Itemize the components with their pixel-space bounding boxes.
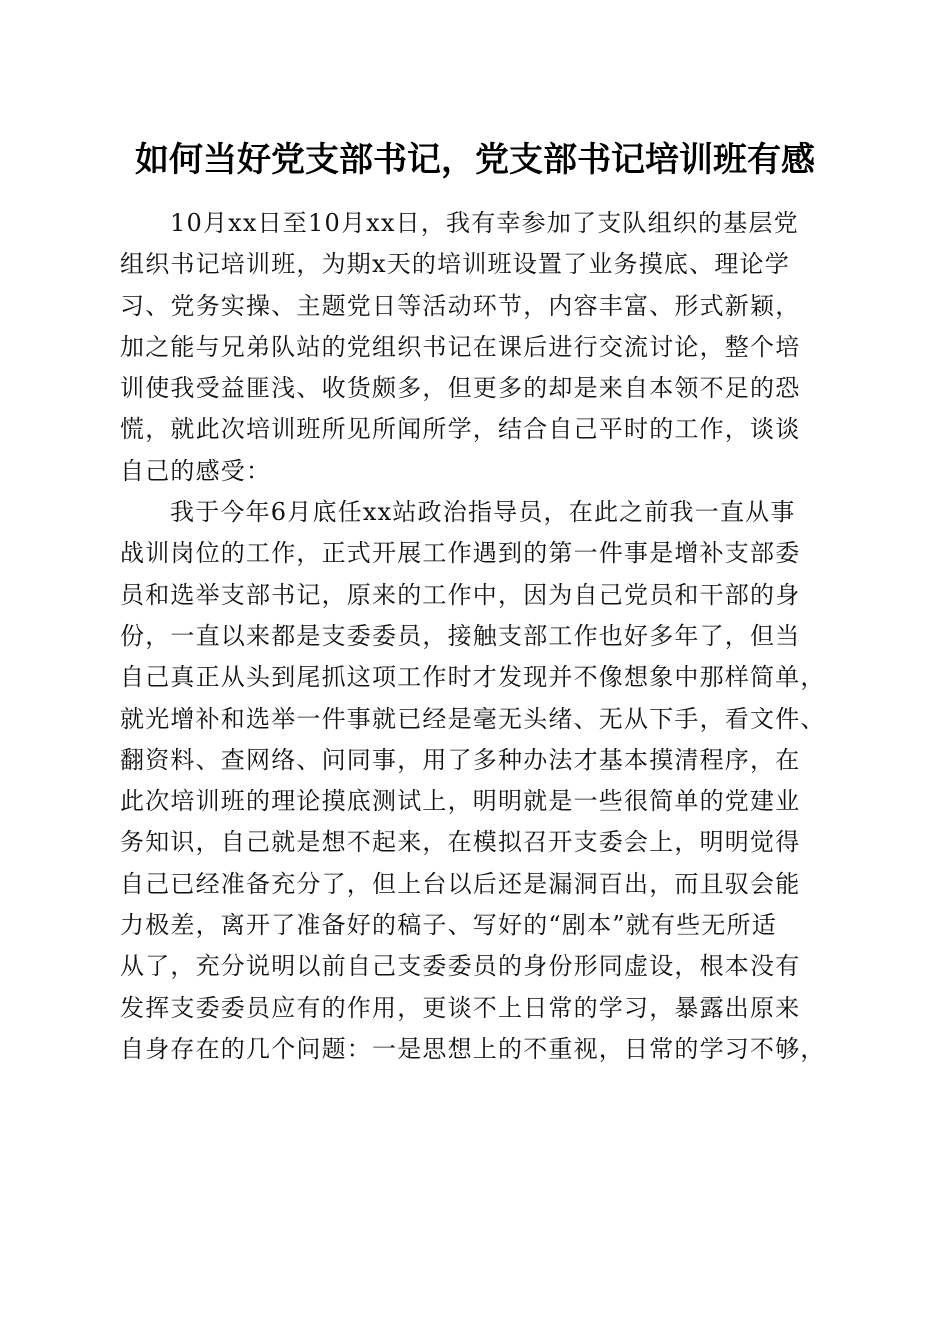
text-line: 从了，充分说明以前自己支委委员的身份形同虚设，根本没有 bbox=[120, 952, 801, 981]
paragraph-2 bbox=[120, 492, 840, 1070]
text-line: 员和选举支部书记，原来的工作中，因为自己党员和干部的身 bbox=[120, 580, 801, 609]
text-line: 战训岗位的工作，正式开展工作遇到的第一件事是增补支部委 bbox=[120, 539, 801, 568]
paragraph-1 bbox=[120, 203, 840, 492]
text-line: 我于今年6月底任xx站政治指导员，在此之前我一直从事 bbox=[170, 498, 796, 527]
text-line: 自己的感受： bbox=[120, 456, 272, 485]
text-line: 加之能与兄弟队站的党组织书记在课后进行交流讨论，整个培 bbox=[120, 332, 801, 361]
text-line: 10月xx日至10月xx日，我有幸参加了支队组织的基层党 bbox=[170, 209, 799, 237]
text-line: 自己真正从头到尾抓这项工作时才发现并不像想象中那样简单， bbox=[120, 663, 826, 692]
text-line: 习、党务实操、主题党日等活动环节，内容丰富、形式新颖， bbox=[120, 291, 801, 320]
text-line: 自身存在的几个问题：一是思想上的不重视，日常的学习不够， bbox=[120, 1034, 826, 1063]
text-line: 务知识，自己就是想不起来，在模拟召开支委会上，明明觉得 bbox=[120, 828, 801, 857]
text-line: 力极差，离开了准备好的稿子、写好的“剧本”就有些无所适 bbox=[120, 911, 777, 940]
text-line: 就光增补和选举一件事就已经是毫无头绪、无从下手，看文件、 bbox=[120, 704, 826, 733]
text-line: 自己已经准备充分了，但上台以后还是漏洞百出，而且驭会能 bbox=[120, 869, 801, 898]
text-line: 训使我受益匪浅、收货颇多，但更多的却是来自本领不足的恐 bbox=[120, 374, 801, 403]
document-body bbox=[120, 203, 840, 1070]
text-line: 组织书记培训班，为期x天的培训班设置了业务摸底、理论学 bbox=[120, 250, 790, 279]
text-line: 此次培训班的理论摸底测试上，明明就是一些很简单的党建业 bbox=[120, 787, 801, 816]
document-title: 如何当好党支部书记，党支部书记培训班有感 bbox=[135, 140, 815, 180]
text-line: 发挥支委委员应有的作用，更谈不上日常的学习，暴露出原来 bbox=[120, 993, 801, 1022]
text-line: 慌，就此次培训班所见所闻所学，结合自己平时的工作，谈谈 bbox=[120, 415, 801, 444]
text-line: 份，一直以来都是支委委员，接触支部工作也好多年了，但当 bbox=[120, 621, 801, 650]
text-line: 翻资料、查网络、问同事，用了多种办法才基本摸清程序，在 bbox=[120, 745, 801, 774]
